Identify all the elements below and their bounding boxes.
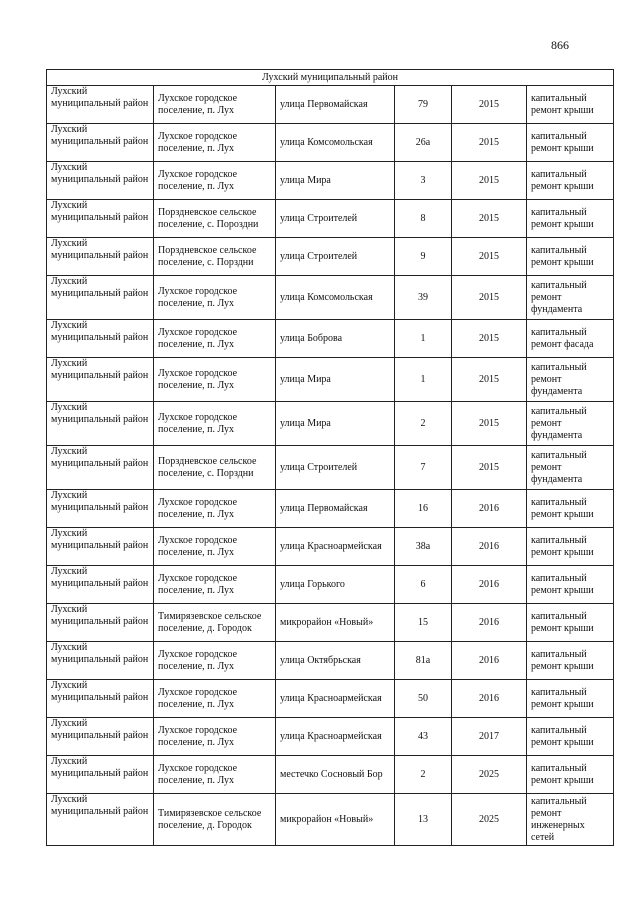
street-cell: улица Мира [276,162,395,200]
work-type-cell: капитальный ремонт фундамента [527,446,614,490]
settlement-cell: Лухское городское поселение, п. Лух [154,490,276,528]
table-row [47,124,614,162]
street-cell: улица Горького [276,566,395,604]
year-cell: 2015 [452,402,527,446]
work-type-cell: капитальный ремонт фундамента [527,276,614,320]
district-cell: Лухский муниципальный район [47,718,154,756]
year-cell: 2015 [452,276,527,320]
settlement-cell: Лухское городское поселение, п. Лух [154,162,276,200]
table-row [47,680,614,718]
year-cell: 2015 [452,238,527,276]
street-cell: улица Первомайская [276,490,395,528]
year-cell: 2025 [452,756,527,794]
table-row [47,566,614,604]
year-cell: 2016 [452,490,527,528]
table-row [47,490,614,528]
settlement-cell: Лухское городское поселение, п. Лух [154,718,276,756]
settlement-cell: Лухское городское поселение, п. Лух [154,528,276,566]
street-cell: улица Красноармейская [276,718,395,756]
section-header-row [47,70,614,86]
street-cell: улица Строителей [276,238,395,276]
work-type-cell: капитальный ремонт крыши [527,490,614,528]
year-cell: 2016 [452,642,527,680]
district-cell: Лухский муниципальный район [47,200,154,238]
house-number-cell: 26а [395,124,452,162]
district-cell: Лухский муниципальный район [47,402,154,446]
table-row [47,794,614,846]
work-type-cell: капитальный ремонт крыши [527,200,614,238]
table-row [47,276,614,320]
year-cell: 2017 [452,718,527,756]
street-cell: микрорайон «Новый» [276,604,395,642]
table-row [47,528,614,566]
street-cell: улица Строителей [276,446,395,490]
district-cell: Лухский муниципальный район [47,794,154,846]
table-row [47,642,614,680]
house-number-cell: 9 [395,238,452,276]
street-cell: улица Октябрьская [276,642,395,680]
district-cell: Лухский муниципальный район [47,490,154,528]
street-cell: улица Боброва [276,320,395,358]
settlement-cell: Лухское городское поселение, п. Лух [154,680,276,718]
street-cell: улица Строителей [276,200,395,238]
house-number-cell: 7 [395,446,452,490]
year-cell: 2025 [452,794,527,846]
district-cell: Лухский муниципальный район [47,680,154,718]
settlement-cell: Лухское городское поселение, п. Лух [154,86,276,124]
house-number-cell: 2 [395,756,452,794]
street-cell: улица Мира [276,402,395,446]
table-row [47,756,614,794]
house-number-cell: 16 [395,490,452,528]
work-type-cell: капитальный ремонт крыши [527,566,614,604]
district-cell: Лухский муниципальный район [47,566,154,604]
table-row [47,162,614,200]
house-number-cell: 43 [395,718,452,756]
table-row [47,86,614,124]
street-cell: улица Красноармейская [276,680,395,718]
work-type-cell: капитальный ремонт крыши [527,528,614,566]
district-cell: Лухский муниципальный район [47,642,154,680]
street-cell: улица Красноармейская [276,528,395,566]
year-cell: 2015 [452,200,527,238]
table-row [47,718,614,756]
settlement-cell: Порздневское сельское поселение, с. Порздни [154,238,276,276]
settlement-cell: Тимирязевское сельское поселение, д. Городок [154,604,276,642]
work-type-cell: капитальный ремонт крыши [527,718,614,756]
work-type-cell: капитальный ремонт крыши [527,162,614,200]
table-row [47,200,614,238]
table-row [47,320,614,358]
work-type-cell: капитальный ремонт крыши [527,604,614,642]
section-title: Лухский муниципальный район [47,70,614,86]
district-cell: Лухский муниципальный район [47,238,154,276]
house-number-cell: 1 [395,358,452,402]
year-cell: 2015 [452,358,527,402]
district-cell: Лухский муниципальный район [47,604,154,642]
house-number-cell: 39 [395,276,452,320]
work-type-cell: капитальный ремонт крыши [527,124,614,162]
work-type-cell: капитальный ремонт фундамента [527,402,614,446]
settlement-cell: Лухское городское поселение, п. Лух [154,566,276,604]
work-type-cell: капитальный ремонт инженерных сетей [527,794,614,846]
year-cell: 2016 [452,566,527,604]
table-row [47,604,614,642]
house-number-cell: 13 [395,794,452,846]
street-cell: улица Первомайская [276,86,395,124]
work-type-cell: капитальный ремонт крыши [527,86,614,124]
street-cell: улица Комсомольская [276,124,395,162]
year-cell: 2016 [452,528,527,566]
work-type-cell: капитальный ремонт крыши [527,756,614,794]
house-number-cell: 38а [395,528,452,566]
district-cell: Лухский муниципальный район [47,446,154,490]
settlement-cell: Порздневское сельское поселение, с. Пороздни [154,200,276,238]
house-number-cell: 79 [395,86,452,124]
work-type-cell: капитальный ремонт фасада [527,320,614,358]
table-row [47,358,614,402]
district-cell: Лухский муниципальный район [47,358,154,402]
street-cell: местечко Сосновый Бор [276,756,395,794]
house-number-cell: 6 [395,566,452,604]
district-cell: Лухский муниципальный район [47,124,154,162]
year-cell: 2015 [452,446,527,490]
house-number-cell: 3 [395,162,452,200]
year-cell: 2016 [452,604,527,642]
district-cell: Лухский муниципальный район [47,86,154,124]
settlement-cell: Лухское городское поселение, п. Лух [154,756,276,794]
year-cell: 2015 [452,320,527,358]
house-number-cell: 81а [395,642,452,680]
year-cell: 2015 [452,86,527,124]
table-row [47,402,614,446]
settlement-cell: Лухское городское поселение, п. Лух [154,402,276,446]
district-cell: Лухский муниципальный район [47,162,154,200]
work-type-cell: капитальный ремонт крыши [527,680,614,718]
work-type-cell: капитальный ремонт крыши [527,642,614,680]
district-cell: Лухский муниципальный район [47,320,154,358]
work-type-cell: капитальный ремонт крыши [527,238,614,276]
street-cell: улица Комсомольская [276,276,395,320]
table-row [47,446,614,490]
house-number-cell: 8 [395,200,452,238]
house-number-cell: 50 [395,680,452,718]
district-cell: Лухский муниципальный район [47,528,154,566]
settlement-cell: Лухское городское поселение, п. Лух [154,124,276,162]
settlement-cell: Лухское городское поселение, п. Лух [154,320,276,358]
year-cell: 2015 [452,124,527,162]
page-number: 866 [551,38,569,52]
settlement-cell: Лухское городское поселение, п. Лух [154,642,276,680]
street-cell: микрорайон «Новый» [276,794,395,846]
settlement-cell: Тимирязевское сельское поселение, д. Городок [154,794,276,846]
house-number-cell: 15 [395,604,452,642]
house-number-cell: 1 [395,320,452,358]
year-cell: 2015 [452,162,527,200]
district-cell: Лухский муниципальный район [47,276,154,320]
settlement-cell: Лухское городское поселение, п. Лух [154,358,276,402]
street-cell: улица Мира [276,358,395,402]
work-type-cell: капитальный ремонт фундамента [527,358,614,402]
house-number-cell: 2 [395,402,452,446]
district-cell: Лухский муниципальный район [47,756,154,794]
settlement-cell: Порздневское сельское поселение, с. Порздни [154,446,276,490]
settlement-cell: Лухское городское поселение, п. Лух [154,276,276,320]
repair-register-table [46,69,614,846]
table-row [47,238,614,276]
year-cell: 2016 [452,680,527,718]
